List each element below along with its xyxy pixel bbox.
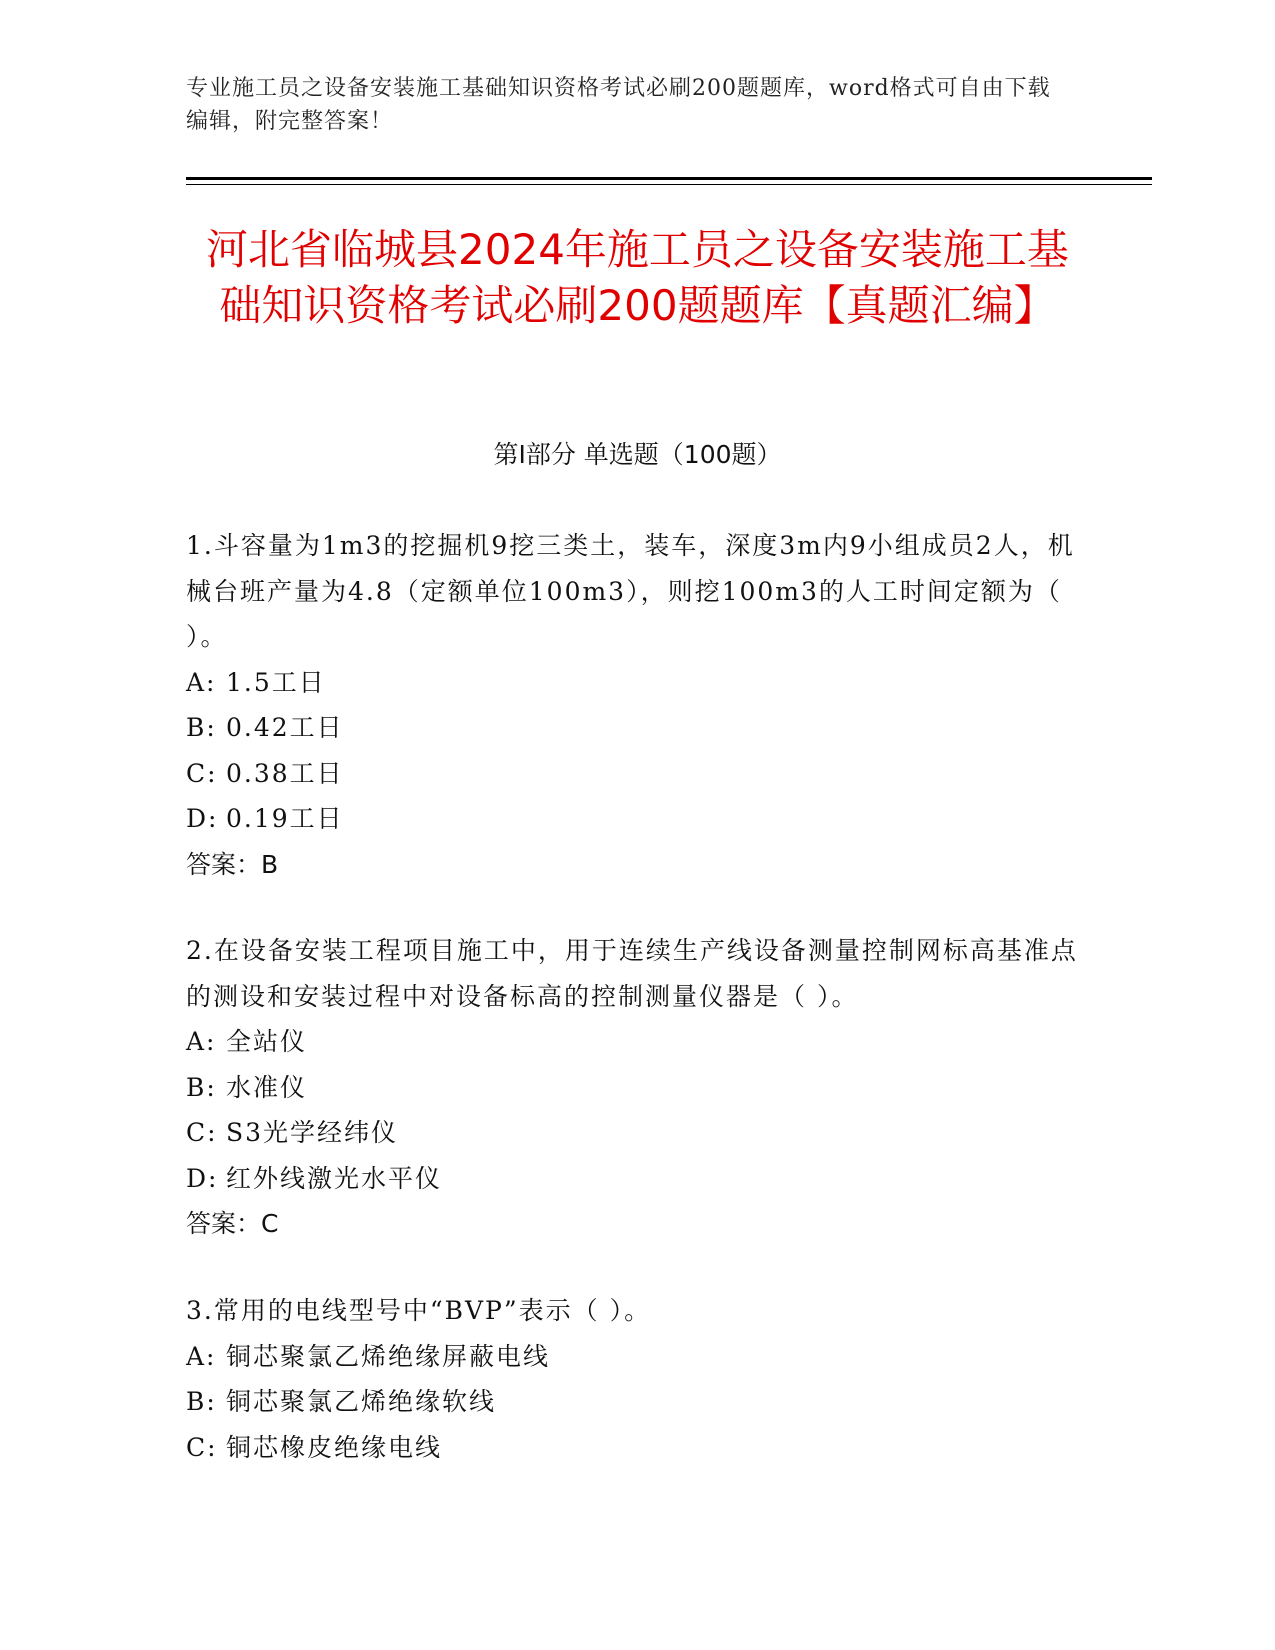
section-heading: 第I部分 单选题（100题）: [493, 440, 782, 469]
option-key: A:: [186, 1027, 217, 1056]
option-key: A:: [186, 667, 217, 697]
option-key: C:: [186, 758, 218, 788]
header-note: 专业施工员之设备安装施工基础知识资格考试必刷200题题库，word格式可自由下载编辑，附完整答案！: [186, 76, 1051, 134]
question-stem: 3.常用的电线型号中“BVP”表示（ ）。: [186, 1296, 652, 1325]
answer: 答案：C: [186, 1209, 279, 1238]
option-text: 铜芯橡皮绝缘电线: [226, 1432, 443, 1462]
header-rule-thick: [186, 177, 1152, 180]
header-rule-thin: [186, 184, 1152, 185]
option-key: D:: [186, 1163, 219, 1193]
answer: 答案：B: [186, 849, 279, 879]
option-key: B:: [186, 713, 217, 742]
option-key: B:: [186, 1072, 217, 1102]
question-2: [186, 928, 1086, 1247]
option-text: 水准仪: [226, 1072, 308, 1102]
option-key: C:: [186, 1432, 218, 1462]
option-b: [186, 1379, 1086, 1425]
question-stem: 2.在设备安装工程项目施工中，用于连续生产线设备测量控制网标高基准点的测设和安装过程中对设备标高的控制测量仪器是（ ）。: [186, 936, 1078, 1011]
option-a: [186, 1019, 1086, 1065]
option-text: 0.38工日: [226, 758, 344, 788]
option-key: D:: [186, 804, 219, 833]
option-text: 铜芯聚氯乙烯绝缘屏蔽电线: [226, 1341, 551, 1371]
option-c: [186, 1110, 1086, 1156]
document-title: 河北省临城县2024年施工员之设备安装施工基础知识资格考试必刷200题题库【真题汇编】: [206, 225, 1069, 330]
question-stem: 1.斗容量为1m3的挖掘机9挖三类土，装车，深度3m内9小组成员2人，机械台班产量为4.8（定额单位100m3），则挖100m3的人工时间定额为（ ）。: [186, 531, 1075, 651]
question-1: [186, 523, 1086, 887]
option-text: 0.19工日: [226, 804, 344, 833]
option-d: [186, 1156, 1086, 1202]
option-text: 全站仪: [226, 1027, 308, 1056]
option-c: [186, 1425, 1086, 1471]
option-text: 0.42工日: [226, 713, 344, 742]
option-text: 铜芯聚氯乙烯绝缘软线: [226, 1387, 497, 1416]
question-3: [186, 1288, 1086, 1470]
option-d: [186, 796, 1086, 842]
option-key: C:: [186, 1118, 218, 1147]
option-key: B:: [186, 1387, 217, 1416]
option-a: [186, 660, 1086, 706]
option-key: A:: [186, 1341, 217, 1371]
option-text: 1.5工日: [226, 667, 326, 697]
option-a: [186, 1334, 1086, 1380]
option-text: S3光学经纬仪: [226, 1118, 399, 1147]
option-c: [186, 751, 1086, 797]
option-text: 红外线激光水平仪: [226, 1163, 443, 1193]
option-b: [186, 705, 1086, 751]
option-b: [186, 1065, 1086, 1111]
